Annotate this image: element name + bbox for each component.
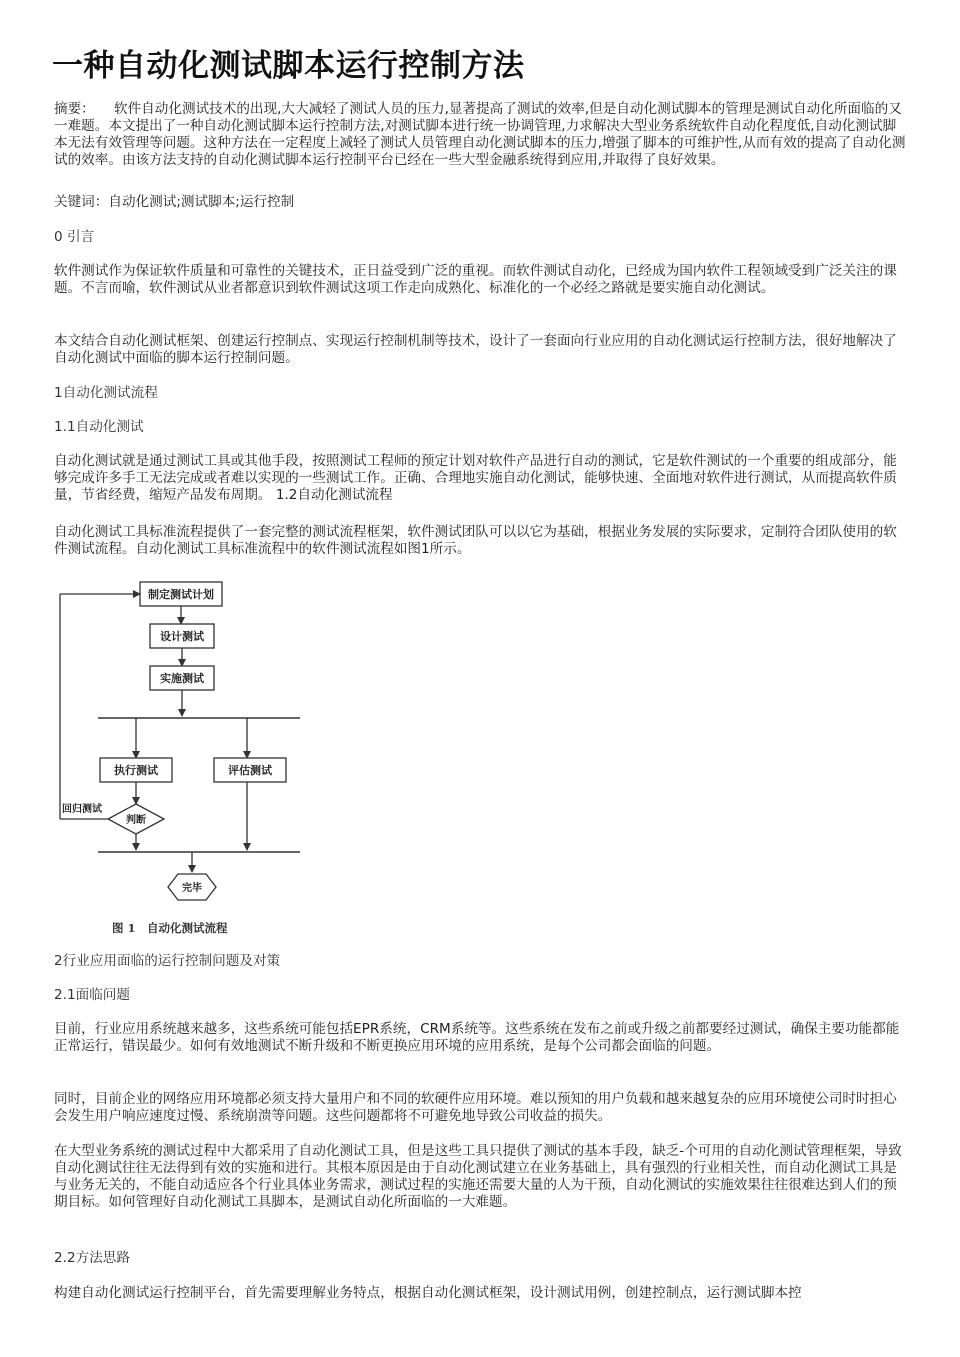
section-2-1-paragraph-1: 目前，行业应用系统越来越多，这些系统可能包括EPR系统，CRM系统等。这些系统在发布之前或升级之前都要经过测试，确保主要功能都能正常运行，错误最少。如何有效地测试不断升级和不断更换应用环境的应用系统，是每个公司都会面临的问题。 — [54, 1021, 900, 1054]
node-implement-label: 实施测试 — [160, 672, 204, 685]
node-evaluate-label: 评估测试 — [228, 764, 272, 777]
flowchart-figure — [54, 568, 304, 944]
abstract-text: 软件自动化测试技术的出现,大大减轻了测试人员的压力,显著提高了测试的效率,但是自动化测试脚本的管理是测试自动化所面临的又一难题。本文提出了一种自动化测试脚本运行控制方法,对测试脚本进行统一协调管理,力求解决大型业务系统软件自动化程度低,自动化测试脚本无法有效管理等问题。这种方法在一定程度上减轻了测试人员管理自动化测试脚本的压力,增强了脚本的可维护性,从而有效的提高了自动化测试的效率。由该方法支持的自动化测试脚本运行控制平台已经在一些大型金融系统得到应用,并取得了良好效果。 — [54, 101, 906, 168]
section-heading-1: 1自动化测试流程 — [54, 385, 158, 401]
section-heading-1-1: 1.1自动化测试 — [54, 419, 144, 435]
section-2-1-paragraph-2: 同时，目前企业的网络应用环境都必须支持大量用户和不同的软硬件应用环境。难以预知的用户负载和越来越复杂的应用环境使公司时时担心会发生用户响应速度过慢、系统崩溃等问题。这些问题都将不可避免地导致公司收益的损失。 — [54, 1091, 897, 1124]
flowchart-svg — [54, 568, 304, 944]
section-heading-intro: 0 引言 — [54, 229, 95, 245]
node-plan-label: 制定测试计划 — [148, 588, 214, 601]
keywords: 关键词：自动化测试;测试脚本;运行控制 — [54, 194, 295, 210]
document-title: 一种自动化测试脚本运行控制方法 — [52, 48, 525, 84]
section-1-2-paragraph: 自动化测试工具标准流程提供了一套完整的测试流程框架，软件测试团队可以以它为基础，根据业务发展的实际要求，定制符合团队使用的软件测试流程。自动化测试工具标准流程中的软件测试流程如图1所示。 — [54, 524, 897, 557]
node-design-label: 设计测试 — [160, 630, 204, 643]
node-done-label: 完毕 — [182, 883, 202, 894]
section-heading-2-2: 2.2方法思路 — [54, 1250, 130, 1266]
figure-caption: 图 1 自动化测试流程 — [112, 921, 228, 935]
node-execute-label: 执行测试 — [114, 764, 158, 777]
node-judge-label: 判断 — [126, 815, 146, 826]
edge-regression-label: 回归测试 — [62, 804, 102, 815]
section-heading-2-1: 2.1面临问题 — [54, 987, 130, 1003]
section-heading-2: 2行业应用面临的运行控制问题及对策 — [54, 953, 281, 969]
section-2-2-paragraph: 构建自动化测试运行控制平台，首先需要理解业务特点，根据自动化测试框架，设计测试用例，创建控制点，运行测试脚本控 — [54, 1285, 802, 1301]
section-2-1-paragraph-3: 在大型业务系统的测试过程中大都采用了自动化测试工具，但是这些工具只提供了测试的基本手段，缺乏-个可用的自动化测试管理框架，导致自动化测试往往无法得到有效的实施和进行。其根本原因是由于自动化测试建立在业务基础上，具有强烈的行业相关性，而自动化测试工具是与业务无关的，不能自动适应各个行业具体业务需求，测试过程的实施还需要大量的人为干预，自动化测试的实施效果往往很难达到人们的预期目标。如何管理好自动化测试工具脚本，是测试自动化所面临的一大难题。 — [54, 1143, 902, 1210]
abstract-paragraph — [54, 101, 908, 169]
abstract-label: 摘要： — [54, 101, 95, 117]
intro-paragraph-1: 软件测试作为保证软件质量和可靠性的关键技术，正日益受到广泛的重视。而软件测试自动化，已经成为国内软件工程领域受到广泛关注的课题。不言而喻，软件测试从业者都意识到软件测试这项工作走向成熟化、标准化的一个必经之路就是要实施自动化测试。 — [54, 263, 897, 296]
intro-paragraph-2: 本文结合自动化测试框架、创建运行控制点、实现运行控制机制等技术，设计了一套面向行业应用的自动化测试运行控制方法，很好地解决了自动化测试中面临的脚本运行控制问题。 — [54, 333, 897, 366]
section-1-1-paragraph: 自动化测试就是通过测试工具或其他手段，按照测试工程师的预定计划对软件产品进行自动的测试，它是软件测试的一个重要的组成部分，能够完成许多手工无法完成或者难以实现的一些测试工作。正确、合理地实施自动化测试，能够快速、全面地对软件进行测试，从而提高软件质量，节省经费，缩短产品发布周期。 1.2自动化测试流程 — [54, 453, 897, 503]
